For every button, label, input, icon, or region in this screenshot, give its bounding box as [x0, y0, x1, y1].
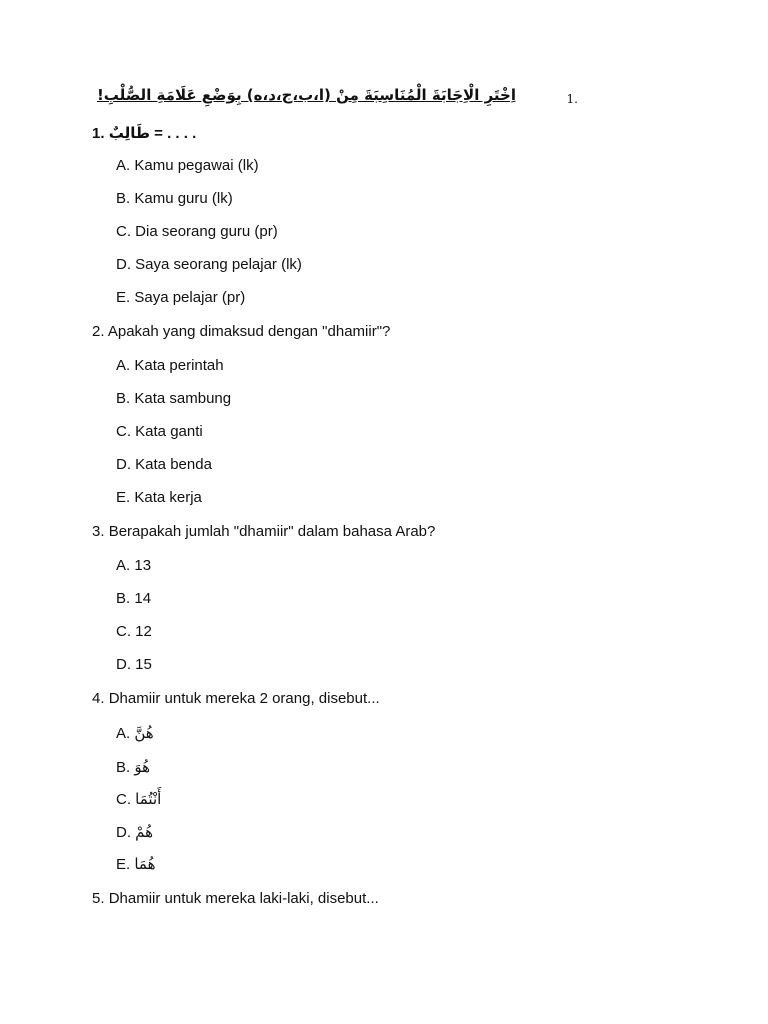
question-5 [92, 890, 379, 908]
option-letter: B. [116, 190, 131, 207]
question-4 [92, 690, 380, 708]
option-2c [116, 423, 203, 441]
option-letter: B. [116, 590, 131, 607]
option-arabic: هُوَ [134, 758, 151, 776]
option-letter: A. [116, 157, 131, 174]
option-text: 13 [134, 557, 152, 574]
option-letter: D. [116, 656, 131, 673]
option-4a [116, 724, 154, 743]
option-2b [116, 390, 231, 408]
option-text: Kata perintah [134, 357, 224, 374]
question-number: 1. [92, 125, 105, 142]
option-text: 15 [135, 656, 152, 673]
option-letter: C. [116, 791, 131, 808]
option-3d [116, 656, 152, 674]
option-text: 14 [134, 590, 152, 607]
option-text: 12 [135, 623, 152, 640]
option-2e [116, 489, 202, 507]
option-text: Kamu pegawai (lk) [134, 157, 259, 174]
option-letter: E. [116, 856, 131, 873]
option-text: Saya pelajar (pr) [134, 289, 246, 306]
option-4c [116, 790, 161, 809]
option-letter: D. [116, 256, 131, 273]
option-letter: D. [116, 456, 131, 473]
option-3b [116, 590, 151, 608]
option-text: Dia seorang guru (pr) [135, 223, 278, 240]
question-suffix: = . . . . [154, 125, 197, 142]
question-3 [92, 523, 435, 541]
option-letter: B. [116, 759, 131, 776]
question-text: Berapakah jumlah "dhamiir" dalam bahasa Arab? [108, 523, 436, 540]
option-letter: A. [116, 725, 131, 742]
question-number: 3. [92, 523, 105, 540]
option-letter: A. [116, 557, 131, 574]
question-number: 4. [92, 690, 105, 707]
option-text: Kata benda [135, 456, 212, 473]
question-text: Apakah yang dimaksud dengan "dhamiir"? [107, 323, 391, 340]
question-arabic-word: طَالِبٌ [108, 124, 150, 142]
option-letter: A. [116, 357, 131, 374]
option-arabic: هُمَا [134, 855, 156, 873]
option-text: Kata ganti [135, 423, 203, 440]
option-text: Kamu guru (lk) [134, 190, 233, 207]
option-4b [116, 758, 150, 777]
option-arabic: أَنْتُمَا [135, 790, 162, 808]
question-text: Dhamiir untuk mereka laki-laki, disebut... [108, 890, 379, 907]
option-1c [116, 223, 278, 241]
option-text: Kata kerja [134, 489, 202, 506]
option-4d [116, 823, 153, 842]
question-number: 5. [92, 890, 105, 907]
option-3a [116, 557, 151, 575]
option-1a [116, 157, 259, 175]
option-text: Kata sambung [134, 390, 232, 407]
option-letter: D. [116, 824, 131, 841]
option-letter: C. [116, 623, 131, 640]
option-letter: C. [116, 423, 131, 440]
option-2a [116, 357, 224, 375]
option-letter: E. [116, 489, 131, 506]
option-text: Saya seorang pelajar (lk) [135, 256, 302, 273]
question-1 [92, 124, 196, 143]
option-3c [116, 623, 152, 641]
option-2d [116, 456, 212, 474]
instruction-line [96, 86, 578, 112]
option-letter: B. [116, 390, 131, 407]
option-arabic: هُمْ [135, 823, 154, 841]
question-2 [92, 323, 390, 341]
question-number: 2. [92, 323, 105, 340]
option-1e [116, 289, 245, 307]
option-4e [116, 855, 156, 874]
option-letter: C. [116, 223, 131, 240]
instruction-number: .1 [566, 92, 578, 106]
instruction-text: اِخْتَرِ الْاِجَابَةَ الْمُنَاسِبَةَ مِنْ (ا،ب،ج،د،ه) بِوَضْعِ عَلَامَةِ الصُّلْبِ! [96, 86, 516, 104]
option-letter: E. [116, 289, 131, 306]
option-arabic: هُنَّ [134, 724, 154, 742]
option-1b [116, 190, 233, 208]
option-1d [116, 256, 302, 274]
question-text: Dhamiir untuk mereka 2 orang, disebut... [108, 690, 380, 707]
